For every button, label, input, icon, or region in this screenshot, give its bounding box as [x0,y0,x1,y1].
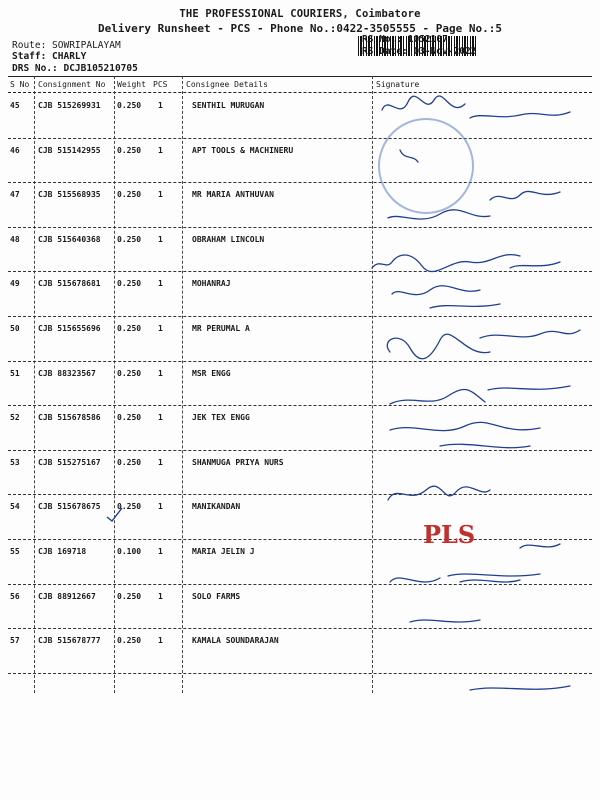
row-consignment-no: CJB 169718 [38,547,87,556]
row-sno: 45 [10,101,20,110]
row-pcs: 1 [158,368,163,378]
row-weight: 0.100 [117,547,142,556]
row-consignment-no: CJB 88323567 [38,368,96,378]
company-title: THE PROFESSIONAL COURIERS, Coimbatore [179,8,421,20]
runsheet-subtitle: Delivery Runsheet - PCS - Phone No.:0422-3505555 - Page No.:5 [98,22,502,35]
row-pcs: 1 [158,234,163,244]
row-weight: 0.250 [117,413,142,423]
row-sno: 56 [10,591,20,601]
row-consignment-no: CJB 515142955 [38,145,101,155]
row-consignee: MOHANRAJ [192,279,231,289]
row-consignee: MR MARIA ANTHUVAN [192,190,274,200]
row-consignment-no: CJB 515275167 [38,457,101,467]
row-weight: 0.250 [117,234,142,244]
row-weight: 0.250 [117,190,142,200]
col-header-weight: Weight [117,80,146,89]
row-pcs: 1 [158,413,163,423]
row-consignment-no: CJB 515568935 [38,190,101,200]
row-pcs: 1 [158,547,163,556]
signature-scribbles [370,90,590,700]
row-pcs: 1 [158,502,163,512]
staff-label: Staff: CHARLY [12,51,87,62]
col-header-pcs: PCS [153,80,168,89]
row-pcs: 1 [158,279,163,289]
check-mark-icon [105,505,125,525]
drs-number: DRS No.: DCJB105210705 [12,63,138,74]
row-consignee: MSR ENGG [192,368,231,378]
row-consignee: KAMALA SOUNDARAJAN [192,636,279,646]
col-header-consignment: Consignment No [38,80,106,89]
row-consignee: MANIKANDAN [192,502,241,512]
row-pcs: 1 [158,636,163,646]
row-weight: 0.250 [117,591,142,601]
row-consignment-no: CJB 515640368 [38,234,101,244]
row-sno: 53 [10,457,20,467]
rs-date: RS Date: 03-Nov-2022 [362,46,477,57]
row-pcs: 1 [158,145,163,155]
pls-annotation: PLS [423,520,476,549]
row-consignment-no: CJB 88912667 [38,591,96,601]
row-consignee: OBRAHAM LINCOLN [192,234,265,244]
rs-number: RS No.: 1052107 [362,34,448,45]
row-sno: 49 [10,279,20,289]
col-header-signature: Signature [376,80,420,89]
row-sno: 52 [10,413,20,423]
row-weight: 0.250 [117,324,142,333]
row-sno: 46 [10,145,20,155]
row-consignment-no: CJB 515678675 [38,502,101,512]
row-sno: 47 [10,190,20,200]
row-sno: 54 [10,502,20,512]
row-pcs: 1 [158,457,163,467]
row-consignment-no: CJB 515678777 [38,636,101,646]
row-consignee: SENTHIL MURUGAN [192,101,265,110]
row-sno: 48 [10,234,20,244]
route-label: Route: SOWRIPALAYAM [12,40,121,51]
row-pcs: 1 [158,190,163,200]
row-pcs: 1 [158,591,163,601]
row-consignee: APT TOOLS & MACHINERU [192,145,294,155]
row-weight: 0.250 [117,636,142,646]
row-pcs: 1 [158,324,163,333]
row-consignment-no: CJB 515269931 [38,101,101,110]
row-weight: 0.250 [117,145,142,155]
row-sno: 50 [10,324,20,333]
row-sno: 57 [10,636,20,646]
table-top-rule [8,76,592,77]
col-header-sno: S No [10,80,30,89]
row-consignee: MARIA JELIN J [192,547,255,556]
row-weight: 0.250 [117,368,142,378]
row-sno: 51 [10,368,20,378]
col-header-consignee: Consignee Details [186,80,268,89]
row-consignment-no: CJB 515655696 [38,324,101,333]
row-weight: 0.250 [117,502,142,512]
row-consignment-no: CJB 515678681 [38,279,101,289]
row-consignee: MR PERUMAL A [192,324,250,333]
row-weight: 0.250 [117,457,142,467]
row-consignee: SOLO FARMS [192,591,241,601]
row-pcs: 1 [158,101,163,110]
row-consignee: SHANMUGA PRIYA NURS [192,457,284,467]
row-weight: 0.250 [117,279,142,289]
row-weight: 0.250 [117,101,142,110]
row-consignee: JEK TEX ENGG [192,413,250,423]
row-sno: 55 [10,547,20,556]
row-consignment-no: CJB 515678586 [38,413,101,423]
